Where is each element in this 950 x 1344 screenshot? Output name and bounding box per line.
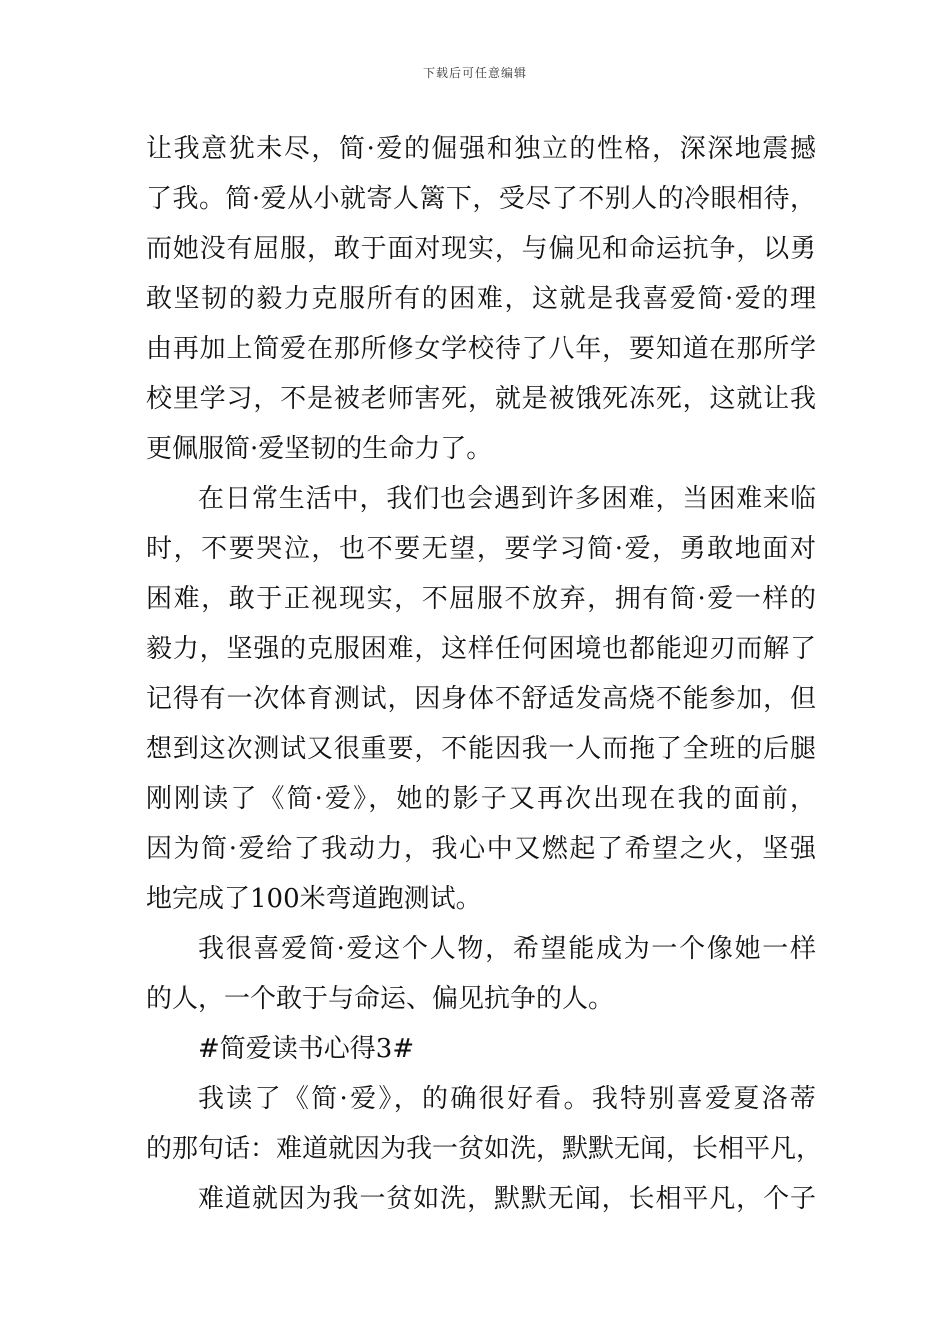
text-line: 记得有一次体育测试，因身体不舒适发高烧不能参加，但	[146, 684, 816, 714]
paragraph-start-line: 我很喜爱简·爱这个人物，希望能成为一个像她一样	[198, 934, 816, 964]
text-line: 而她没有屈服，敢于面对现实，与偏见和命运抗争，以勇	[146, 234, 816, 264]
text-line: 更佩服简·爱坚韧的生命力了。	[146, 434, 493, 464]
text-line: 由再加上简爱在那所修女学校待了八年，要知道在那所学	[146, 334, 816, 364]
text-line: 了我。简·爱从小就寄人篱下，受尽了不别人的冷眼相待，	[146, 184, 816, 214]
text-line: 时，不要哭泣，也不要无望，要学习简·爱，勇敢地面对	[146, 534, 816, 564]
section-heading: #简爱读书心得3#	[198, 1034, 415, 1064]
text-line: 的人，一个敢于与命运、偏见抗争的人。	[146, 984, 615, 1014]
text-line: 地完成了100米弯道跑测试。	[146, 884, 482, 914]
text-line: 毅力，坚强的克服困难，这样任何困境也都能迎刃而解了	[146, 634, 816, 664]
text-line: 困难，敢于正视现实，不屈服不放弃，拥有简·爱一样的	[146, 584, 816, 614]
paragraph-start-line: 我读了《简·爱》，的确很好看。我特别喜爱夏洛蒂	[198, 1084, 816, 1114]
text-line: 的那句话：难道就因为我一贫如洗，默默无闻，长相平凡，	[146, 1134, 823, 1164]
document-body	[146, 124, 823, 1224]
text-line: 因为简·爱给了我动力，我心中又燃起了希望之火，坚强	[146, 834, 816, 864]
page-header: 下载后可任意编辑	[422, 66, 527, 80]
text-line: 敢坚韧的毅力克服所有的困难，这就是我喜爱简·爱的理	[146, 284, 816, 314]
paragraph-start-line: 难道就因为我一贫如洗，默默无闻，长相平凡，个子	[198, 1184, 816, 1214]
text-line: 让我意犹未尽，简·爱的倔强和独立的性格，深深地震撼	[146, 134, 816, 164]
text-line: 校里学习，不是被老师害死，就是被饿死冻死，这就让我	[146, 384, 816, 414]
text-line: 想到这次测试又很重要，不能因我一人而拖了全班的后腿	[146, 734, 816, 764]
text-line: 刚刚读了《简·爱》，她的影子又再次出现在我的面前，	[146, 784, 816, 814]
paragraph-start-line: 在日常生活中，我们也会遇到许多困难，当困难来临	[198, 484, 816, 514]
